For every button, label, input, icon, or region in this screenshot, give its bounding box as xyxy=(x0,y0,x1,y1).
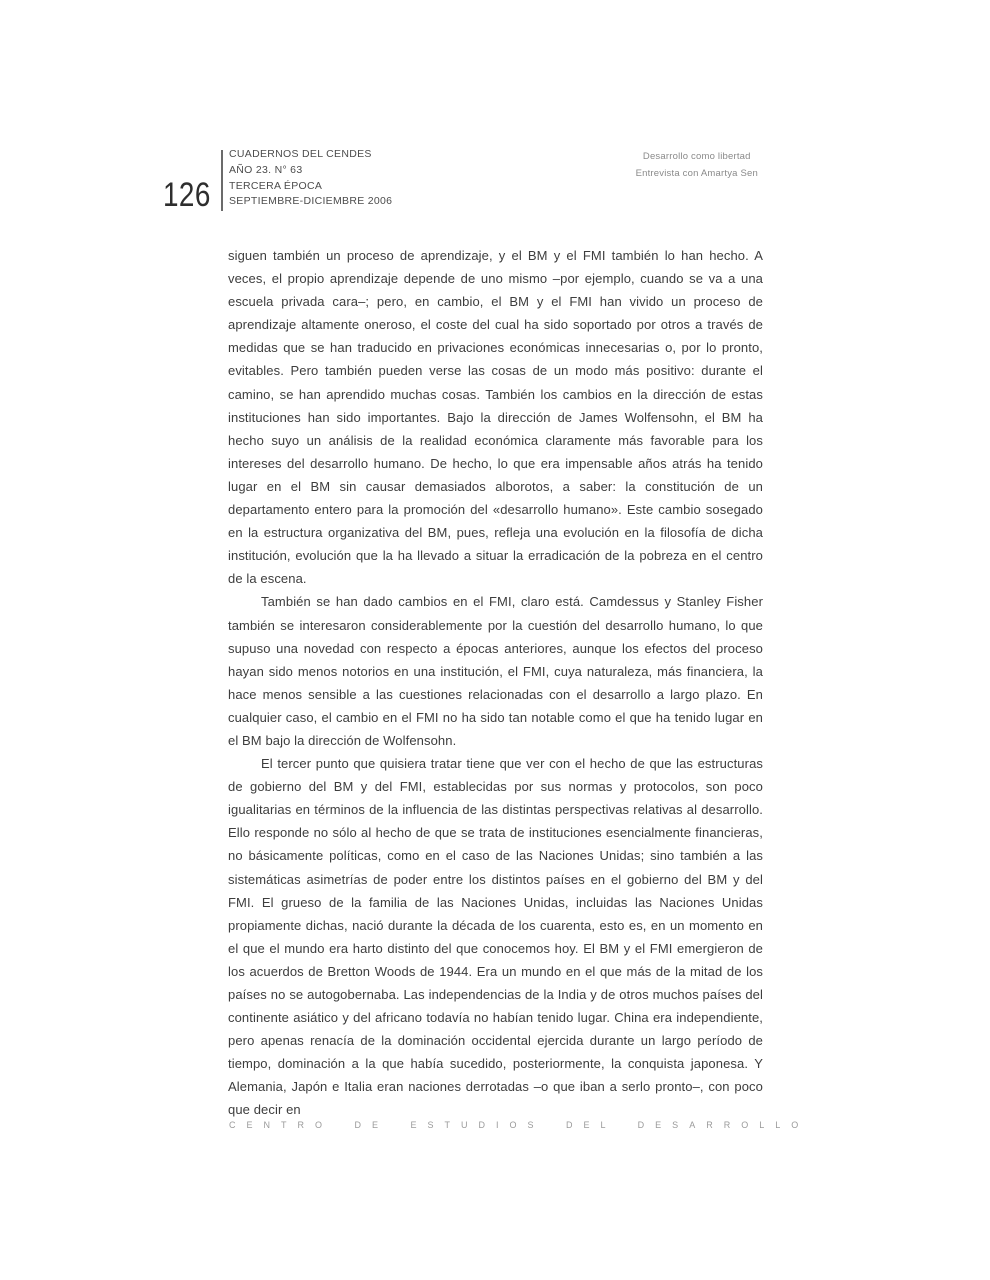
page-number: 126 xyxy=(163,176,211,214)
paragraph: El tercer punto que quisiera tratar tiene que ver con el hecho de que las estructuras de gobierno del BM y del FMI, establecidas por sus normas y protocolos, son poco igualitarias en términos de la influencia de las distintas perspectivas relativas al desarrollo. Ello responde no sólo al hecho de que se trata de instituciones esencialmente financieras, no básicamente políticas, como en el caso de las Naciones Unidas; sino también a las sistemáticas asimetrías de poder entre los distintos países en el gobierno del BM y del FMI. El grueso de la familia de las Naciones Unidas, incluidas las Naciones Unidas propiamente dichas, nació durante la década de los cuarenta, esto es, en un momento en el que el mundo era harto distinto del que conocemos hoy. El BM y el FMI emergieron de los acuerdos de Bretton Woods de 1944. Era un mundo en el que más de la mitad de los países no se autogobernaba. Las independencias de la India y de otros muchos países del continente asiático y del africano todavía no habían tenido lugar. China era independiente, pero apenas renacía de la dominación occidental ejercida durante un largo período de tiempo, dominación a la que había sucedido, posteriormente, la conquista japonesa. Y Alemania, Japón e Italia eran naciones derrotadas –o que iban a serlo pronto–, con poco que decir en xyxy=(228,756,763,1118)
paragraph: También se han dado cambios en el FMI, claro está. Camdessus y Stanley Fisher también se interesaron considerablemente por la cuestión del desarrollo humano, lo que supuso una novedad con respecto a épocas anteriores, aunque los efectos del proceso hayan sido menos notorios en una institución, el FMI, cuya naturaleza, más financiera, la hace menos sensible a las cuestiones relacionadas con el desarrollo a largo plazo. En cualquier caso, el cambio en el FMI no ha sido tan notable como el que ha tenido lugar en el BM bajo la dirección de Wolfensohn. xyxy=(228,594,763,748)
journal-info xyxy=(229,147,392,210)
paragraph: siguen también un proceso de aprendizaje, y el BM y el FMI también lo han hecho. A veces, el propio aprendizaje depende de uno mismo –por ejemplo, cuando se va a una escuela privada cara–; pero, en cambio, el BM y el FMI han vivido un proceso de aprendizaje altamente oneroso, el coste del cual ha sido soportado por otros a través de medidas que se han traducido en privaciones económicas innecesarias o, por lo pronto, evitables. Pero también pueden verse las cosas de un modo más positivo: durante el camino, se han aprendido muchas cosas. También los cambios en la dirección de estas instituciones han sido importantes. Bajo la dirección de James Wolfensohn, el BM ha hecho suyo un análisis de la realidad económica claramente más favorable para los intereses del desarrollo humano. De hecho, lo que era impensable años atrás ha tenido lugar en el BM sin causar demasiados alborotos, a saber: la constitución de un departamento entero para la promoción del «desarrollo humano». Este cambio sosegado en la estructura organizativa del BM, pues, refleja una evolución en la filosofía de dicha institución, evolución que la ha llevado a situar la erradicación de la pobreza en el centro de la escena. xyxy=(228,248,763,587)
article-subtitle: Entrevista con Amartya Sen xyxy=(635,167,758,179)
journal-epoch: TERCERA ÉPOCA xyxy=(229,179,323,192)
journal-name: CUADERNOS DEL CENDES xyxy=(229,148,372,160)
footer-publisher: CENTRO DE ESTUDIOS DEL DESARROLLO xyxy=(229,1120,810,1130)
header-divider-rule xyxy=(221,150,223,211)
journal-volume: AÑO 23. N° 63 xyxy=(229,163,303,176)
journal-date: SEPTIEMBRE-DICIEMBRE 2006 xyxy=(229,195,393,208)
article-title: Desarrollo como libertad xyxy=(642,151,751,162)
body-text xyxy=(228,244,763,1122)
article-info xyxy=(636,149,758,182)
